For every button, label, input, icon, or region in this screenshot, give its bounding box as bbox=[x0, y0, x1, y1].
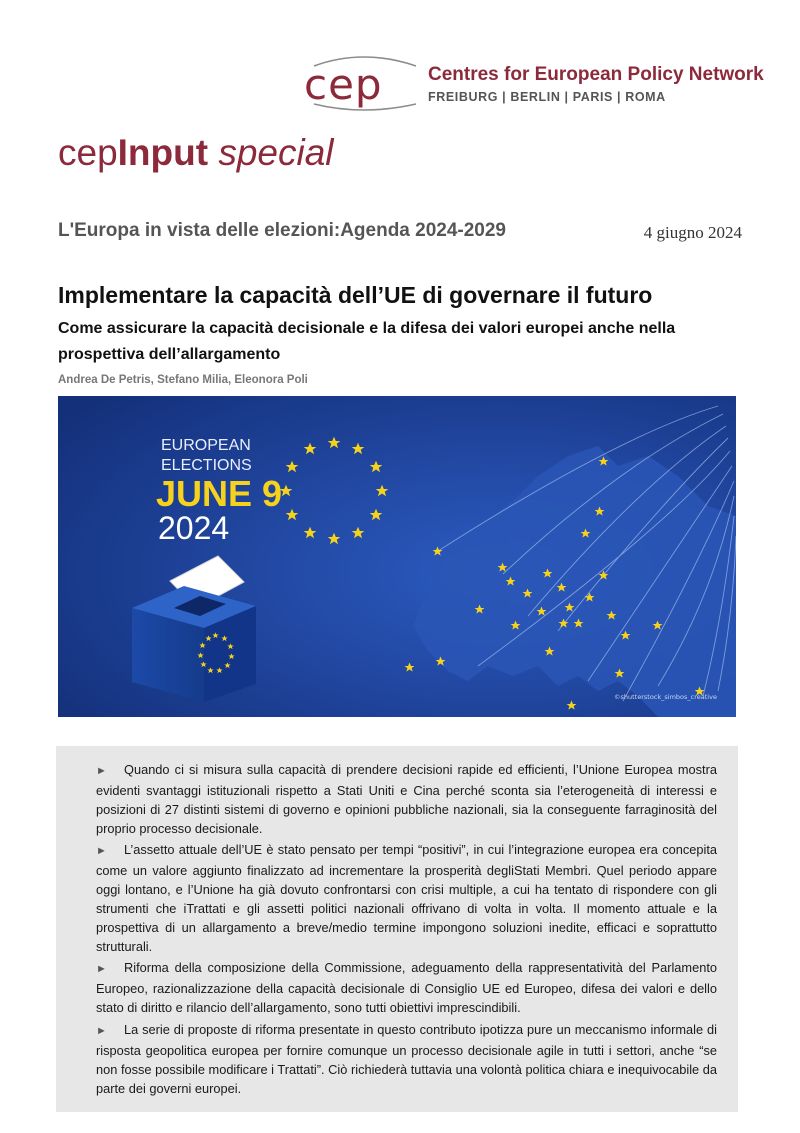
summary-item bbox=[96, 1020, 717, 1098]
header bbox=[300, 52, 764, 122]
page-title: Implementare la capacità dell’UE di governare il futuro bbox=[58, 282, 653, 308]
bullet-arrow-icon: ► bbox=[96, 963, 107, 975]
authors: Andrea De Petris, Stefano Milia, Eleonora Poli bbox=[58, 374, 308, 386]
product-italic: special bbox=[208, 132, 334, 173]
summary-text: Riforma della composizione della Commissione, adeguamento della rappresentatività del Parlamento Europeo, razionalizzazione della capacità decisionale di Consiglio UE ed Europeo, difesa dei valori e dello stato di diritto e rilancio dell’allargamento, sono tutti obiettivi imprescindibili. bbox=[96, 960, 717, 1015]
hero-image bbox=[58, 396, 736, 717]
hero-line-4: 2024 bbox=[158, 510, 230, 546]
product-bold: Input bbox=[117, 132, 209, 173]
summary-item bbox=[96, 958, 717, 1017]
summary-text: La serie di proposte di riforma presentate in questo contributo ipotizza pure un meccanismo informale di risposta geopolitica europea per fornire comunque un processo decisionale agile in tutti i settori, anche “se non fosse possibile modificare i Trattati”. Ciò richiederà tuttavia una volontà politica chiara e inequivocabile da parte dei governi europei. bbox=[96, 1022, 717, 1096]
network-name: Centres for European Policy Network bbox=[428, 64, 764, 85]
series-title: L'Europa in vista delle elezioni:Agenda 2024-2029 bbox=[58, 220, 507, 241]
summary-box bbox=[56, 746, 738, 1112]
summary-item bbox=[96, 840, 717, 956]
summary-text: L’assetto attuale dell’UE è stato pensato per tempi “positivi”, in cui l’integrazione europea era concepita come un valore aggiunto finalizzato ad incrementare la prosperità degliStati Membri. Quel periodo appare oggi lontano, e l’Unione ha già dovuto confrontarsi con crisi multiple, a cui ha tentato di rispondere con gli strumenti che iTrattati e gli assetti politici nazionali offrivano di volta in volta. Il momento attuale e la prospettiva di un allargamento a breve/medio termine impongono soluzioni inedite, efficaci e soprattutto strutturali. bbox=[96, 842, 717, 954]
publication-date: 4 giugno 2024 bbox=[643, 223, 742, 242]
hero-line-3: JUNE 9 bbox=[156, 473, 283, 514]
summary-item bbox=[96, 760, 717, 838]
page-subtitle: Come assicurare la capacità decisionale e la difesa dei valori europei anche nella prospettiva dell’allargamento bbox=[58, 320, 676, 363]
image-credit: ©shutterstock_simbos_creative bbox=[614, 693, 717, 701]
network-cities: FREIBURG | BERLIN | PARIS | ROMA bbox=[428, 90, 666, 104]
product-name bbox=[58, 132, 334, 174]
bullet-arrow-icon: ► bbox=[96, 1025, 107, 1037]
summary-text: Quando ci si misura sulla capacità di prendere decisioni rapide ed efficienti, l’Unione Europea mostra evidenti svantaggi istituzionali rispetto a Stati Uniti e Cina perché sconta sia l’eterogeneità di interessi e posizioni di 27 distinti sistemi di governo e opinioni pubbliche nazionali, sia la conseguente farraginosità del proprio processo decisionale. bbox=[96, 762, 717, 836]
cep-logo: cep bbox=[304, 60, 383, 109]
bullet-arrow-icon: ► bbox=[96, 845, 107, 857]
product-prefix: cep bbox=[58, 132, 118, 173]
bullet-arrow-icon: ► bbox=[96, 765, 107, 777]
hero-line-2: ELECTIONS bbox=[161, 457, 252, 474]
hero-line-1: EUROPEAN bbox=[161, 437, 251, 454]
